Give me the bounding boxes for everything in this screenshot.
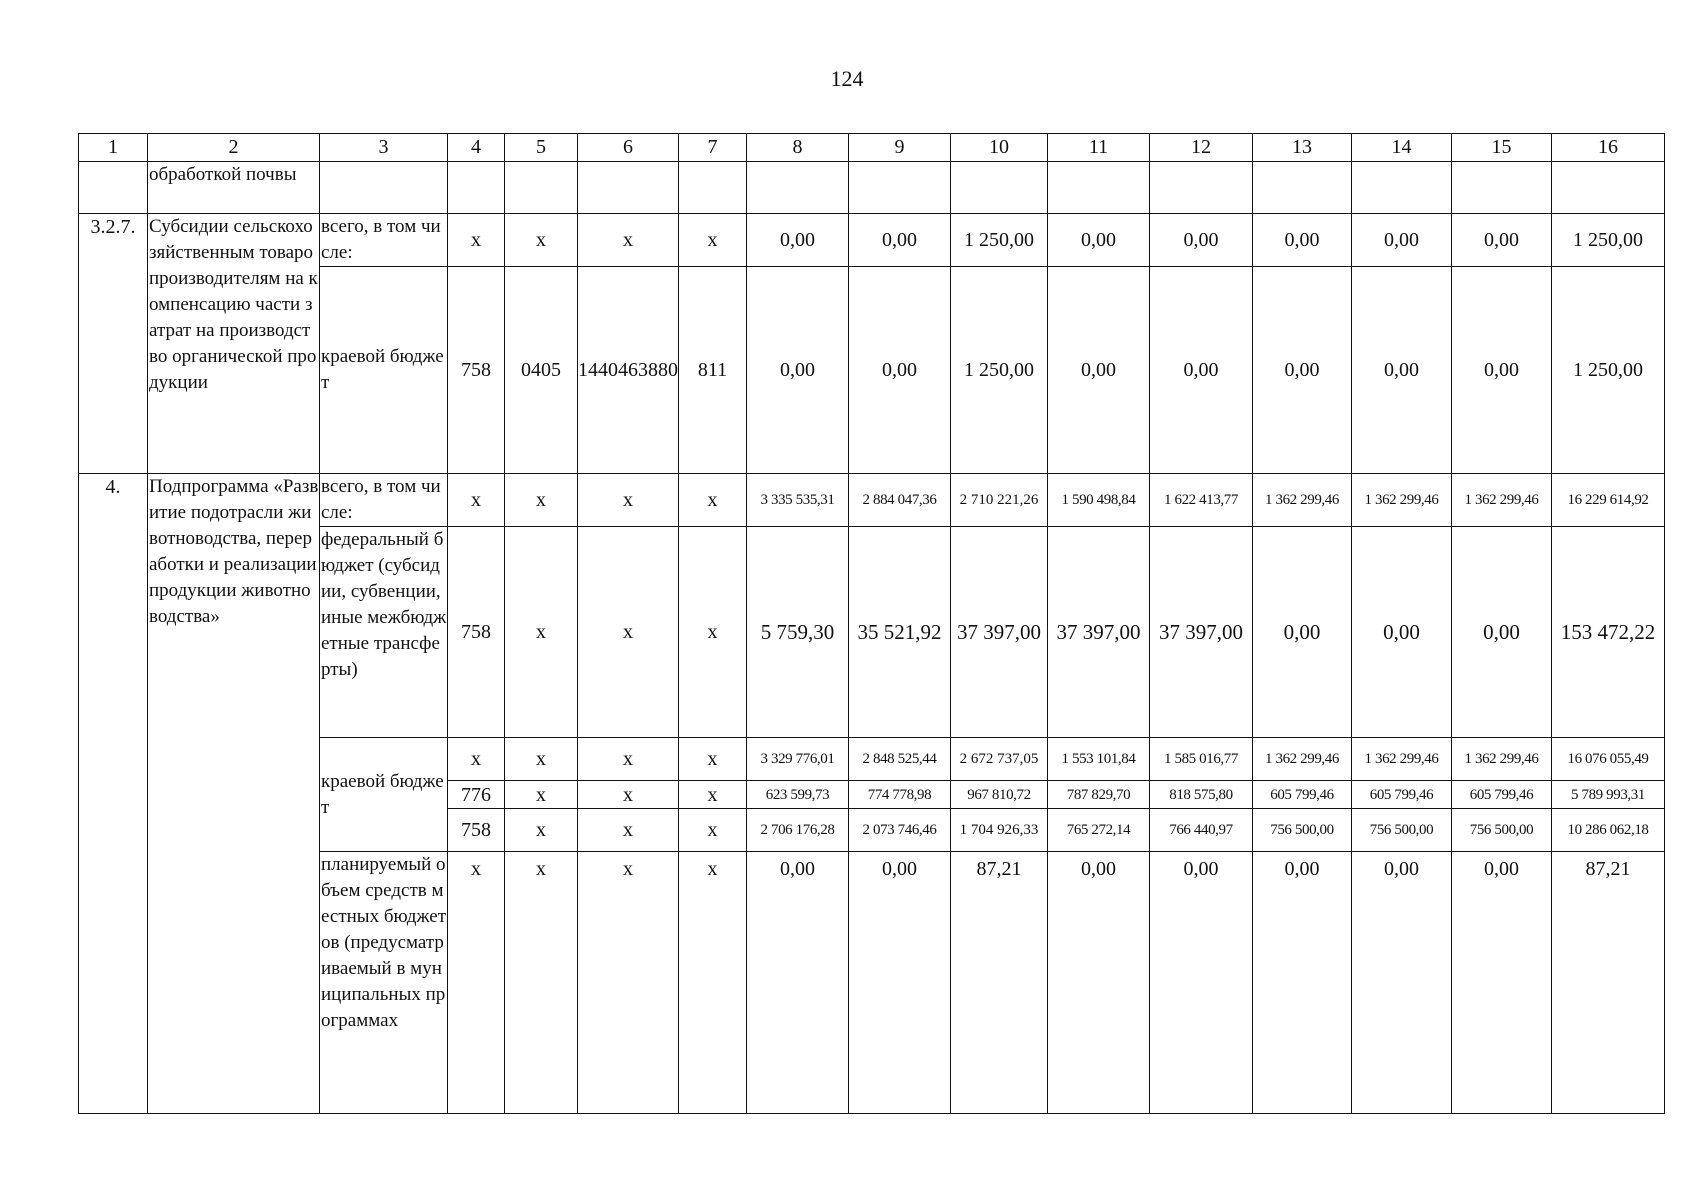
funding-source: краевой бюджет: [320, 738, 448, 852]
header-cell: 11: [1048, 134, 1150, 162]
cell-empty: [1048, 162, 1150, 214]
code-cell: х: [578, 474, 679, 527]
value-cell: 2 884 047,36: [849, 474, 951, 527]
value-cell: 1 362 299,46: [1452, 474, 1552, 527]
code-cell: х: [578, 809, 679, 852]
value-cell: 1 553 101,84: [1048, 738, 1150, 781]
value-cell: 2 710 221,26: [951, 474, 1048, 527]
value-cell: 0,00: [1452, 852, 1552, 1114]
cell-empty: [578, 162, 679, 214]
header-cell: 9: [849, 134, 951, 162]
header-cell: 16: [1552, 134, 1665, 162]
value-cell: 1 362 299,46: [1352, 474, 1452, 527]
cell-empty: [1352, 162, 1452, 214]
value-cell: 0,00: [1253, 527, 1352, 738]
item-name: Подпрограмма «Развитие подотрасли животноводства, переработки и реализации продукции животноводства»: [148, 474, 320, 1114]
code-cell: х: [505, 738, 578, 781]
value-cell: 0,00: [1048, 852, 1150, 1114]
cell-empty: [849, 162, 951, 214]
total-cell: 87,21: [1552, 852, 1665, 1114]
total-cell: 153 472,22: [1552, 527, 1665, 738]
code-cell: х: [679, 809, 747, 852]
header-cell: 12: [1150, 134, 1253, 162]
cell-empty: [1452, 162, 1552, 214]
cell-empty: [747, 162, 849, 214]
value-cell: 0,00: [1352, 852, 1452, 1114]
code-cell: х: [448, 214, 505, 267]
cell-empty: [320, 162, 448, 214]
value-cell: 37 397,00: [1150, 527, 1253, 738]
funding-source: краевой бюджет: [320, 267, 448, 474]
code-cell: х: [505, 527, 578, 738]
code-cell: х: [679, 781, 747, 809]
value-cell: 37 397,00: [1048, 527, 1150, 738]
header-cell: 8: [747, 134, 849, 162]
value-cell: 5 759,30: [747, 527, 849, 738]
value-cell: 0,00: [1352, 267, 1452, 474]
value-cell: 765 272,14: [1048, 809, 1150, 852]
code-cell: 811: [679, 267, 747, 474]
value-cell: 1 590 498,84: [1048, 474, 1150, 527]
value-cell: 605 799,46: [1452, 781, 1552, 809]
value-cell: 2 073 746,46: [849, 809, 951, 852]
value-cell: 623 599,73: [747, 781, 849, 809]
cell-empty: [448, 162, 505, 214]
funding-source: всего, в том числе:: [320, 474, 448, 527]
value-cell: 1 362 299,46: [1452, 738, 1552, 781]
value-cell: 1 362 299,46: [1253, 474, 1352, 527]
value-cell: 967 810,72: [951, 781, 1048, 809]
value-cell: 0,00: [849, 267, 951, 474]
code-cell: х: [679, 738, 747, 781]
header-cell: 13: [1253, 134, 1352, 162]
header-cell: 3: [320, 134, 448, 162]
value-cell: 0,00: [849, 214, 951, 267]
value-cell: 0,00: [1048, 267, 1150, 474]
continuation-row: [79, 162, 1665, 214]
value-cell: 87,21: [951, 852, 1048, 1114]
value-cell: 0,00: [1452, 267, 1552, 474]
value-cell: 774 778,98: [849, 781, 951, 809]
header-cell: 15: [1452, 134, 1552, 162]
value-cell: 1 362 299,46: [1253, 738, 1352, 781]
value-cell: 37 397,00: [951, 527, 1048, 738]
total-cell: 1 250,00: [1552, 267, 1665, 474]
item-number: 3.2.7.: [79, 214, 148, 474]
value-cell: 35 521,92: [849, 527, 951, 738]
cell-empty: [1253, 162, 1352, 214]
header-row: [79, 134, 1665, 162]
code-cell: 776: [448, 781, 505, 809]
code-cell: х: [505, 474, 578, 527]
value-cell: 0,00: [747, 267, 849, 474]
value-cell: 3 335 535,31: [747, 474, 849, 527]
item-name: Субсидии сельскохозяйственным товаропроизводителям на компенсацию части затрат на производство органической продукции: [148, 214, 320, 474]
code-cell: 758: [448, 809, 505, 852]
value-cell: 0,00: [1150, 214, 1253, 267]
cell-empty: [951, 162, 1048, 214]
table-row-3-2-7-total: [79, 214, 1665, 267]
cell-empty: [505, 162, 578, 214]
total-cell: 5 789 993,31: [1552, 781, 1665, 809]
header-cell: 7: [679, 134, 747, 162]
value-cell: 0,00: [1452, 527, 1552, 738]
value-cell: 818 575,80: [1150, 781, 1253, 809]
cell-empty: [679, 162, 747, 214]
value-cell: 2 706 176,28: [747, 809, 849, 852]
value-cell: 0,00: [747, 214, 849, 267]
value-cell: 756 500,00: [1452, 809, 1552, 852]
funding-source: федеральный бюджет (субсидии, субвенции, иные межбюджетные трансферты): [320, 527, 448, 738]
total-cell: 16 229 614,92: [1552, 474, 1665, 527]
budget-table: [78, 133, 1665, 1114]
code-cell: х: [505, 781, 578, 809]
code-cell: х: [679, 474, 747, 527]
value-cell: 605 799,46: [1352, 781, 1452, 809]
value-cell: 1 704 926,33: [951, 809, 1048, 852]
cell-empty: [1150, 162, 1253, 214]
code-cell: х: [578, 527, 679, 738]
value-cell: 1 622 413,77: [1150, 474, 1253, 527]
item-name-continued: обработкой почвы: [148, 162, 320, 214]
code-cell: 1440463880: [578, 267, 679, 474]
value-cell: 0,00: [1352, 214, 1452, 267]
code-cell: х: [448, 474, 505, 527]
total-cell: 10 286 062,18: [1552, 809, 1665, 852]
value-cell: 756 500,00: [1352, 809, 1452, 852]
header-cell: 10: [951, 134, 1048, 162]
code-cell: х: [448, 738, 505, 781]
table-row-4-total: [79, 474, 1665, 527]
code-cell: х: [505, 809, 578, 852]
total-cell: 16 076 055,49: [1552, 738, 1665, 781]
header-cell: 5: [505, 134, 578, 162]
value-cell: 3 329 776,01: [747, 738, 849, 781]
funding-source: всего, в том числе:: [320, 214, 448, 267]
total-cell: 1 250,00: [1552, 214, 1665, 267]
code-cell: х: [578, 781, 679, 809]
value-cell: 1 585 016,77: [1150, 738, 1253, 781]
value-cell: 0,00: [1452, 214, 1552, 267]
value-cell: 0,00: [1253, 214, 1352, 267]
value-cell: 766 440,97: [1150, 809, 1253, 852]
value-cell: 0,00: [1253, 267, 1352, 474]
value-cell: 0,00: [747, 852, 849, 1114]
code-cell: 758: [448, 267, 505, 474]
code-cell: х: [679, 214, 747, 267]
cell-empty: [1552, 162, 1665, 214]
code-cell: 758: [448, 527, 505, 738]
value-cell: 1 250,00: [951, 214, 1048, 267]
value-cell: 0,00: [1150, 852, 1253, 1114]
value-cell: 787 829,70: [1048, 781, 1150, 809]
value-cell: 2 848 525,44: [849, 738, 951, 781]
value-cell: 0,00: [1253, 852, 1352, 1114]
value-cell: 2 672 737,05: [951, 738, 1048, 781]
value-cell: 756 500,00: [1253, 809, 1352, 852]
value-cell: 1 362 299,46: [1352, 738, 1452, 781]
code-cell: х: [679, 852, 747, 1114]
value-cell: 0,00: [1352, 527, 1452, 738]
header-cell: 1: [79, 134, 148, 162]
code-cell: х: [448, 852, 505, 1114]
header-cell: 6: [578, 134, 679, 162]
header-cell: 14: [1352, 134, 1452, 162]
value-cell: 605 799,46: [1253, 781, 1352, 809]
code-cell: х: [679, 527, 747, 738]
header-cell: 4: [448, 134, 505, 162]
header-cell: 2: [148, 134, 320, 162]
funding-source: планируемый объем средств местных бюджетов (предусматриваемый в муниципальных программах: [320, 852, 448, 1114]
code-cell: х: [578, 738, 679, 781]
item-number: 4.: [79, 474, 148, 1114]
code-cell: х: [578, 852, 679, 1114]
value-cell: 0,00: [849, 852, 951, 1114]
value-cell: 0,00: [1150, 267, 1253, 474]
value-cell: 1 250,00: [951, 267, 1048, 474]
code-cell: 0405: [505, 267, 578, 474]
page-number: 124: [830, 66, 864, 91]
code-cell: х: [505, 214, 578, 267]
code-cell: х: [505, 852, 578, 1114]
value-cell: 0,00: [1048, 214, 1150, 267]
code-cell: х: [578, 214, 679, 267]
cell-empty: [79, 162, 148, 214]
